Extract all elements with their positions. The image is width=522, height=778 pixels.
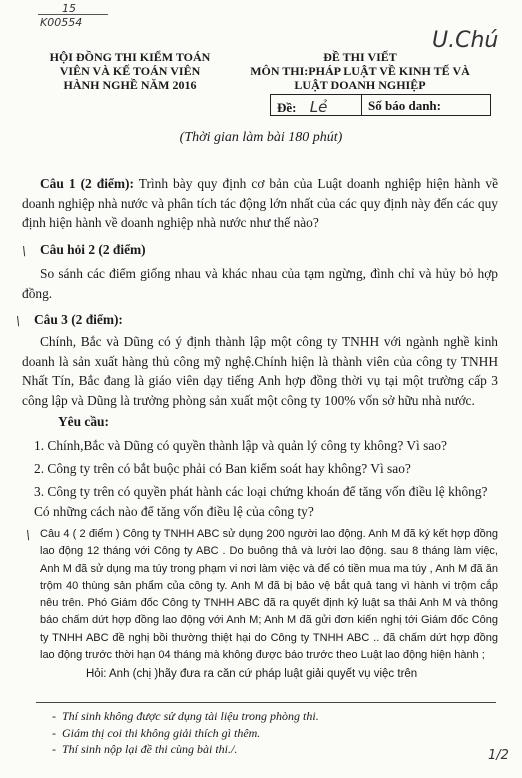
handwritten-exam-code: Lẻ bbox=[309, 98, 328, 116]
candidate-number-box: Số báo danh: bbox=[361, 94, 491, 116]
question-4-ask: Hỏi: Anh (chị )hãy đưa ra căn cứ pháp luật giải quyết vụ việc trên bbox=[86, 668, 418, 680]
question-1 bbox=[22, 174, 498, 233]
tick-mark: \ bbox=[26, 528, 31, 542]
handwritten-code: K00554 bbox=[40, 16, 83, 29]
question-2-label: Câu hỏi 2 (2 điểm) bbox=[40, 242, 146, 257]
note-item: - Giám thị coi thi không giải thích gì thêm. bbox=[52, 725, 261, 740]
handwritten-signature: U.Chú bbox=[432, 28, 499, 53]
exam-code-box: Đề: Lẻ bbox=[270, 94, 362, 116]
exam-duration: (Thời gian làm bài 180 phút) bbox=[179, 130, 343, 145]
question-4-text: Câu 4 ( 2 điểm ) Công ty TNHH ABC sử dụng 200 người lao động. Anh M đã ký kết hợp đồng lao động 12 tháng với Công ty ABC . Do buông thả và lười lao động. sau 8 tháng làm việc, Anh M đã sử dụng ma túy trong phạm vi nơi làm việc và để có tiền mua ma túy , Anh M đã ăn trộm 40 thùng sản phẩm của công ty. Anh M đã bị bảo vệ bắt quả tang vì hành vi trộm cắp nêu trên. Phó Giám đốc Công ty TNHH ABC đã ra quyết định kỷ luật sa thải Anh M và thông báo chấm dứt hợp đồng lao động với Anh M; Anh M đã gửi đơn kiến nghị tới Giám đốc Công ty TNHH ABC đề nghị bồi thường thiệt hại do Công ty TNHH ABC .. đã chấm dứt hợp đồng lao động trước thời hạn 04 tháng mà không được báo trước theo Luật lao động hiện hành ; bbox=[40, 528, 498, 662]
question-3-text: Chính, Bắc và Dũng có ý định thành lập một công ty TNHH với ngành nghề kinh doanh là sản xuất hàng thủ công mỹ nghệ.Chính hiện là thành viên của công ty TNHH Nhất Tín, Bắc đang là giáo viên dạy tiếng Anh hợp đồng thời vụ tại một trường cấp 3 công lập và Dũng là trưởng phòng sản xuất một công ty 100% vốn sở hữu nhà nước. bbox=[22, 334, 498, 408]
tick-mark: \ bbox=[16, 314, 21, 328]
requirement-1: 1. Chính,Bắc và Dũng có quyền thành lập và quản lý công ty không? Vì sao? bbox=[34, 438, 447, 453]
note-item: - Thí sinh không được sử dụng tài liệu trong phòng thi. bbox=[52, 709, 319, 723]
organization-header: HỘI ĐỒNG THI KIỂM TOÁN VIÊN VÀ KẾ TOÁN VIÊN HÀNH NGHỀ NĂM 2016 bbox=[49, 50, 211, 92]
question-3-label: Câu 3 (2 điểm): bbox=[34, 312, 123, 327]
handwritten-number: 15 bbox=[62, 2, 76, 15]
question-2-text: So sánh các điểm giống nhau và khác nhau của tạm ngừng, đình chỉ và hủy bỏ hợp đồng. bbox=[22, 266, 498, 301]
exam-notes bbox=[52, 708, 492, 758]
exam-header: ĐỀ THI VIẾT MÔN THI:PHÁP LUẬT VỀ KINH TẾ VÀ LUẬT DOANH NGHIỆP bbox=[250, 50, 470, 92]
question-1-label: Câu 1 (2 điểm): bbox=[40, 176, 134, 191]
note-item: - Thí sinh nộp lại đề thi cùng bài thi./. bbox=[52, 742, 238, 756]
notes-divider bbox=[36, 702, 496, 703]
requirements-label: Yêu cầu: bbox=[58, 414, 109, 429]
page-mark: 1/2 bbox=[488, 748, 509, 763]
requirement-3: 3. Công ty trên có quyền phát hành các loại chứng khoán để tăng vốn điều lệ không? Có những cách nào để tăng vốn điều lệ của công ty? bbox=[34, 484, 488, 519]
requirement-2: 2. Công ty trên có bắt buộc phải có Ban kiểm soát hay không? Vì sao? bbox=[34, 461, 411, 476]
handwritten-line bbox=[38, 14, 108, 15]
question-1-text: Trình bày quy định cơ bản của Luật doanh nghiệp hiện hành về doanh nghiệp nhà nước và phân tích tác động lớn nhất của các quy định này đến các quy định hiện hành về doanh nghiệp nhà nước như thế nào? bbox=[22, 176, 499, 230]
tick-mark: \ bbox=[22, 244, 27, 258]
